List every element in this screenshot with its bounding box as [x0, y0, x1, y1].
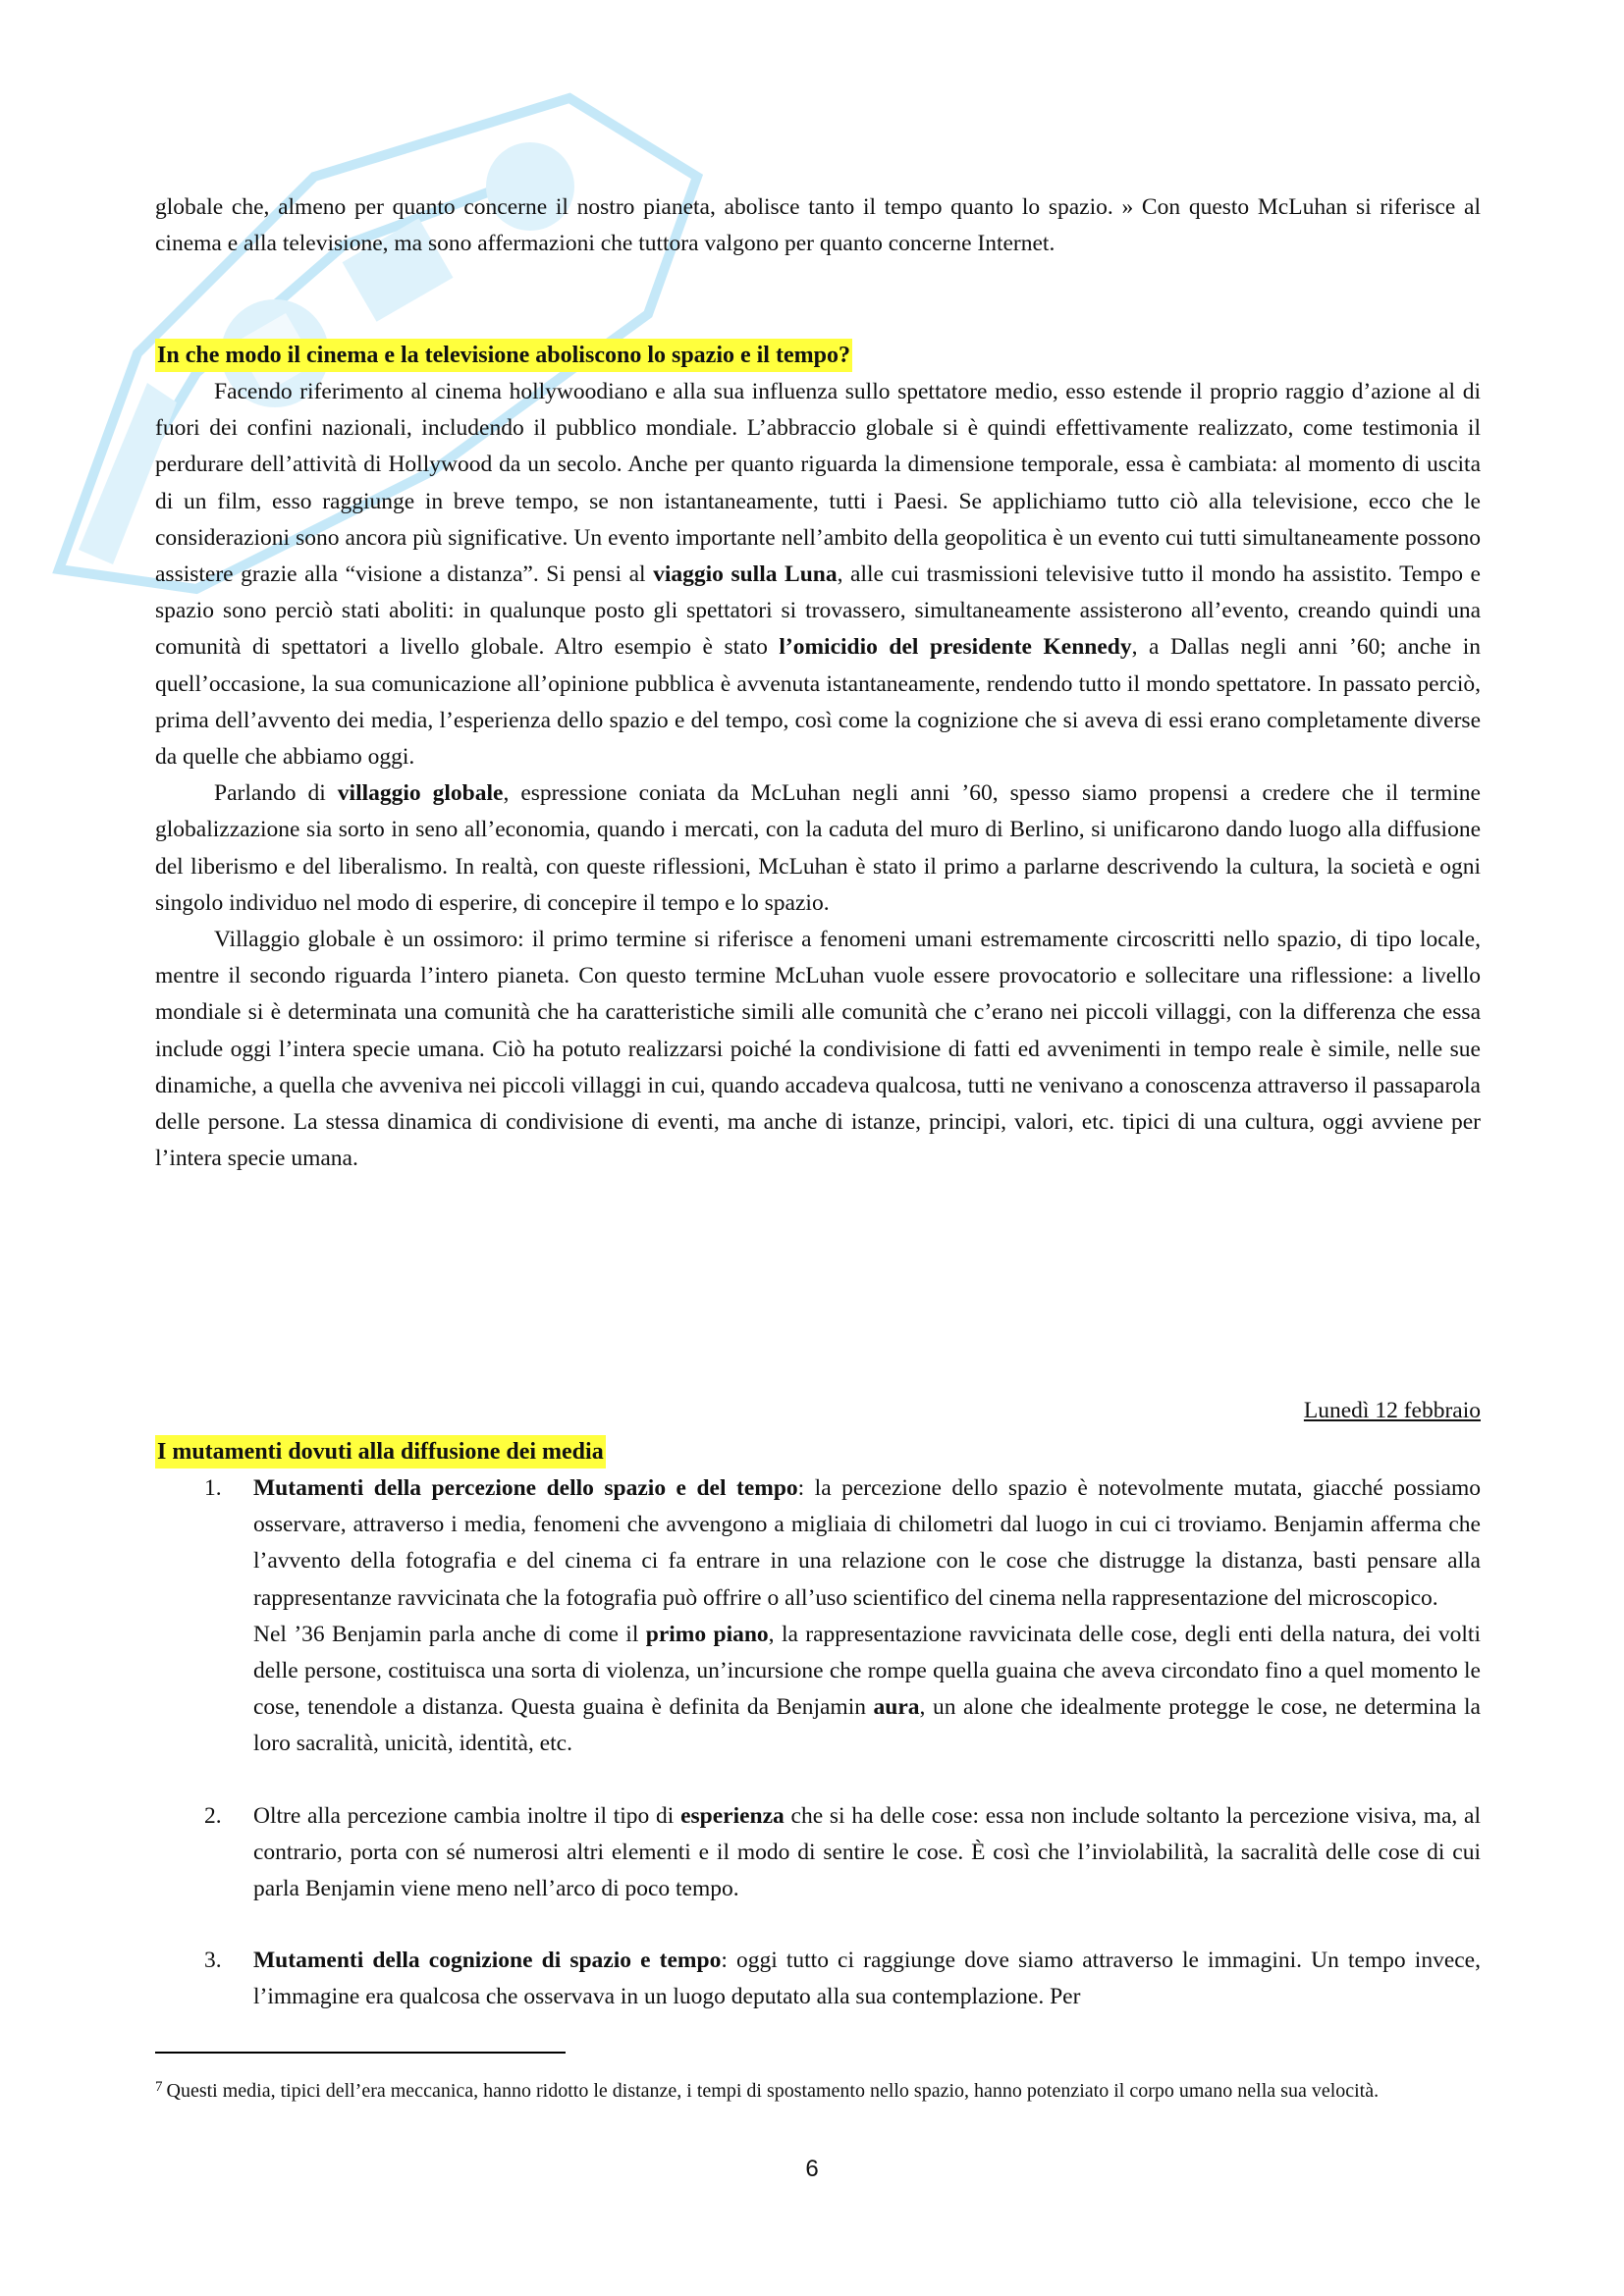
list-number: 2.	[204, 1802, 222, 1829]
page-number: 6	[805, 2156, 819, 2182]
section-heading-cinema-tv: In che modo il cinema e la televisione aboliscono lo spazio e il tempo?	[155, 339, 852, 372]
paragraph-ossimoro: Villaggio globale è un ossimoro: il primo termine si riferisce a fenomeni umani estremamente circoscritti nello spazio, di tipo locale, mentre il secondo riguarda l’intero pianeta. Con questo termine McLuhan vuole essere provocatorio e sollecitare una riflessione: a livello mondiale si è determinata una comunità che ha caratteristiche simili alle comunità che c’erano nei piccoli villaggi, con la differenza che essa include oggi l’intera specie umana. Ciò ha potuto realizzarsi poiché la condivisione di fatti ed avvenimenti in tempo reale è simile, nelle sue dinamiche, a quella che avveniva nei piccoli villaggi in cui, quando accadeva qualcosa, tutti ne venivano a conoscenza attraverso il passaparola delle persone. La stessa dinamica di condivisione di eventi, ma anche di istanze, principi, valori, etc. tipici di una cultura, oggi avviene per l’intera specie umana.	[155, 927, 1481, 1172]
section-heading-mutamenti: I mutamenti dovuti alla diffusione dei media	[155, 1435, 606, 1468]
footnote-text: Questi media, tipici dell’era meccanica, hanno ridotto le distanze, i tempi di spostamento nello spazio, hanno potenziato il corpo umano nella sua velocità.	[166, 2080, 1380, 2102]
list-item: 2. Oltre alla percezione cambia inoltre il tipo di esperienza che si ha delle cose: essa non include soltanto la percezione visiva, ma, al contrario, porta con sé numerosi altri elementi e il modo di sentire le cose. È così che l’inviolabilità, la sacralità delle cose di cui parla Benjamin viene meno nell’arco di poco tempo.	[155, 1798, 1481, 1908]
intro-text: globale che, almeno per quanto concerne il nostro pianeta, abolisce tanto il tempo quanto lo spazio. » Con questo McLuhan si riferisce al cinema e alla televisione, ma sono affermazioni che tuttora valgono per quanto concerne Internet.	[155, 194, 1481, 257]
mutamenti-list	[155, 1470, 1481, 2052]
list-number: 3.	[204, 1948, 222, 1974]
paragraph-hollywood: Facendo riferimento al cinema hollywoodiano e alla sua influenza sullo spettatore medio, esso estende il proprio raggio d’azione al di fuori dei confini nazionali, includendo il pubblico mondiale. L’abbraccio globale si è quindi effettivamente realizzato, come testimonia il perdurare dell’attività di Hollywood da un secolo. Anche per quanto riguarda la dimensione temporale, essa è cambiata: al momento di uscita di un film, esso raggiunge in breve tempo, se non istantaneamente, tutti i Paesi. Se applichiamo tutto ciò alla televisione, ecco che le considerazioni sono ancora più significative. Un evento importante nell’ambito della geopolitica è un evento cui tutti simultaneamente possono assistere grazie alla “visione a distanza”. Si pensi al viaggio sulla Luna, alle cui trasmissioni televisive tutto il mondo ha assistito. Tempo e spazio sono perciò stati aboliti: in qualunque posto gli spettatori si trovassero, simultaneamente assisterono all’evento, creando quindi una comunità di spettatori a livello globale. Altro esempio è stato l’omicidio del presidente Kennedy, a Dallas negli anni ’60; anche in quell’occasione, la sua comunicazione all’opinione pubblica è avvenuta istantaneamente, rendendo tutto il mondo spettatore. In passato perciò, prima dell’avvento dei media, l’esperienza dello spazio e del tempo, così come la cognizione che si aveva di essi erano completamente diverse da quelle che abbiamo oggi.	[155, 379, 1481, 771]
footnote-divider	[155, 2052, 566, 2054]
footnote	[155, 2073, 1481, 2105]
list-item: 3. Mutamenti della cognizione di spazio e tempo: oggi tutto ci raggiunge dove siamo attraverso le immagini. Un tempo invece, l’immagine era qualcosa che osservava in un luogo deputato alla sua contemplazione. Per	[155, 1943, 1481, 2015]
paragraph-villaggio-globale: Parlando di villaggio globale, espressione coniata da McLuhan negli anni ’60, spesso siamo propensi a credere che il termine globalizzazione sia sorto in seno all’economia, quando i mercati, con la caduta del muro di Berlino, si unificarono dando luogo alla diffusione del liberismo e del liberalismo. In realtà, con queste riflessioni, McLuhan è stato il primo a parlarne descrivendo la cultura, la società e ogni singolo individuo nel modo di esperire, di concepire il tempo e lo spazio.	[155, 780, 1481, 916]
intro-paragraph	[155, 189, 1481, 262]
list-number: 1.	[204, 1475, 222, 1501]
date-label: Lunedì 12 febbraio	[1303, 1398, 1481, 1423]
list-item: 1. Mutamenti della percezione dello spazio e del tempo: la percezione dello spazio è notevolmente mutata, giacché possiamo osservare, attraverso i media, fenomeni che avvengono a migliaia di chilometri dal luogo in cui ci troviamo. Benjamin afferma che l’avvento della fotografia e del cinema ci fa entrare in una relazione con le cose che distrugge la distanza, basti pensare alla rappresentanze ravvicinata che la fotografia può offrire o all’uso scientifico del cinema nella rappresentazione del microscopico. Nel ’36 Benjamin parla anche di come il primo piano, la rappresentazione ravvicinata delle cose, degli enti della natura, dei volti delle persone, costituisca una sorta di violenza, un’incursione che rompe quella guaina che aveva circondato fino a quel momento le cose, tenendole a distanza. Questa guaina è definita da Benjamin aura, un alone che idealmente protegge le cose, ne determina la loro sacralità, unicità, identità, etc.	[155, 1470, 1481, 1763]
footnote-marker: 7	[155, 2079, 163, 2095]
section1-body	[155, 374, 1481, 1177]
